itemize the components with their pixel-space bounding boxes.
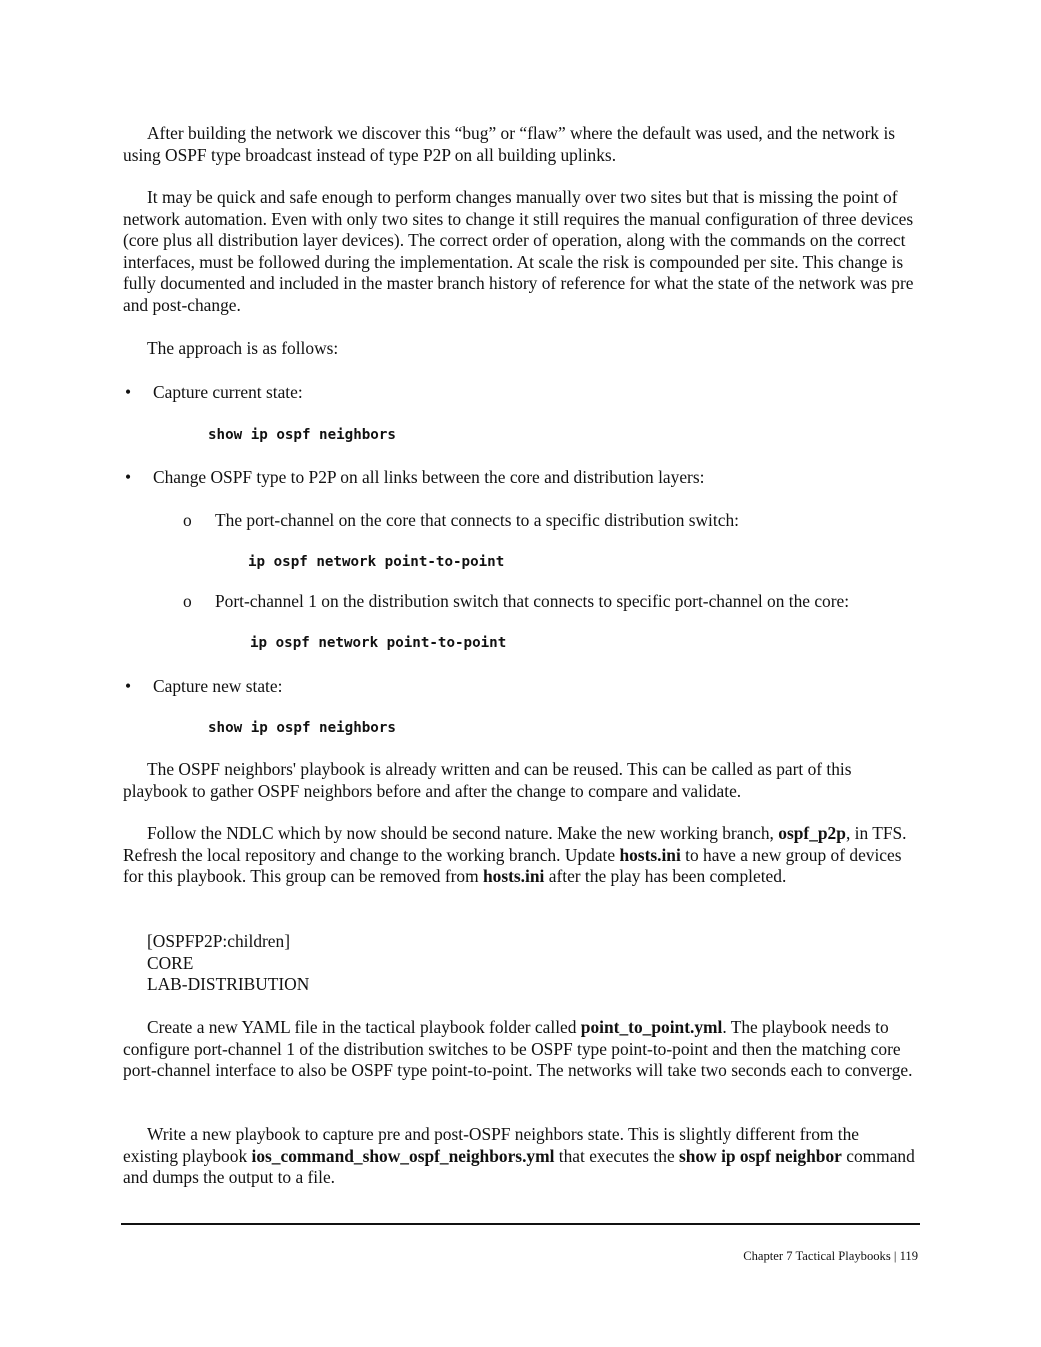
- bullet-glyph: •: [124, 676, 132, 696]
- subbullet-text: Port-channel 1 on the distribution switch that connects to specific port-channel on the core:: [215, 591, 850, 611]
- yaml-file-name: point_to_point.yml: [580, 1017, 723, 1037]
- subbullet-text: The port-channel on the core that connects to a specific distribution switch:: [215, 510, 739, 530]
- branch-name: ospf_p2p: [778, 823, 846, 843]
- subbullet-glyph: o: [183, 591, 192, 611]
- hosts-file-name: hosts.ini: [482, 866, 545, 887]
- hosts-group-header: [OSPFP2P:children]: [147, 931, 291, 951]
- code-show-ospf-neighbors-pre: show ip ospf neighbors: [208, 427, 396, 443]
- code-ip-ospf-network-core: ip ospf network point-to-point: [248, 554, 505, 570]
- bullet-text: Change OSPF type to P2P on all links between the core and distribution layers:: [153, 467, 705, 487]
- paragraph-approach-intro: The approach is as follows:: [147, 338, 339, 358]
- subbullet-glyph: o: [183, 510, 192, 530]
- hosts-group-block: [147, 931, 309, 996]
- bullet-glyph: •: [124, 467, 132, 487]
- page-footer: Chapter 7 Tactical Playbooks | 119: [743, 1249, 918, 1263]
- paragraph-capture-state-playbook: Write a new playbook to capture pre and post-OSPF neighbors state. This is slightly different from the existing playbook ios_command_show_ospf_neighbors.yml that executes the show ip ospf neighbor command and dumps the output to a file.: [123, 1124, 915, 1188]
- hosts-group-line: CORE: [147, 952, 194, 973]
- hosts-group-line: LAB-DISTRIBUTION: [147, 974, 310, 995]
- paragraph-manual-change-risk: It may be quick and safe enough to perform changes manually over two sites but that is missing the point of network automation. Even with only two sites to change it still requires the manual configuration of three devices (core plus all distribution layer devices). The correct order of operation, along with the commands on the correct interfaces, must be followed during the implementation. At scale the risk is compounded per site. This change is fully documented and included in the master branch history of reference for what the state of the network was pre and post-change.: [123, 187, 914, 315]
- footer-divider: [121, 1223, 920, 1225]
- paragraph-ndlc-branch: Follow the NDLC which by now should be second nature. Make the new working branch, ospf_p2p, in TFS. Refresh the local repository and change to the working branch. Update hosts.ini to have a new group of devices for this playbook. This group can be removed from hosts.ini after the play has been completed.: [123, 823, 907, 887]
- bullet-text: Capture current state:: [153, 382, 303, 402]
- command-name: show ip ospf neighbor: [679, 1145, 842, 1166]
- playbook-file-name: ios_command_show_ospf_neighbors.yml: [251, 1145, 555, 1166]
- bullet-glyph: •: [124, 382, 132, 402]
- paragraph-create-yaml: Create a new YAML file in the tactical playbook folder called point_to_point.yml. The playbook needs to configure port-channel 1 of the distribution switches to be OSPF type point-to-point and then the matching core port-channel interface to also be OSPF type point-to-point. The networks will take two seconds each to converge.: [123, 1017, 913, 1081]
- hosts-file-name: hosts.ini: [619, 844, 681, 865]
- paragraph-reuse-playbook: The OSPF neighbors' playbook is already written and can be reused. This can be called as part of this playbook to gather OSPF neighbors before and after the change to compare and validate.: [123, 759, 852, 801]
- code-show-ospf-neighbors-post: show ip ospf neighbors: [208, 720, 396, 736]
- paragraph-bug-description: After building the network we discover this “bug” or “flaw” where the default was used, and the network is using OSPF type broadcast instead of type P2P on all building uplinks.: [123, 123, 896, 165]
- code-ip-ospf-network-distribution: ip ospf network point-to-point: [250, 635, 507, 651]
- bullet-text: Capture new state:: [153, 676, 283, 696]
